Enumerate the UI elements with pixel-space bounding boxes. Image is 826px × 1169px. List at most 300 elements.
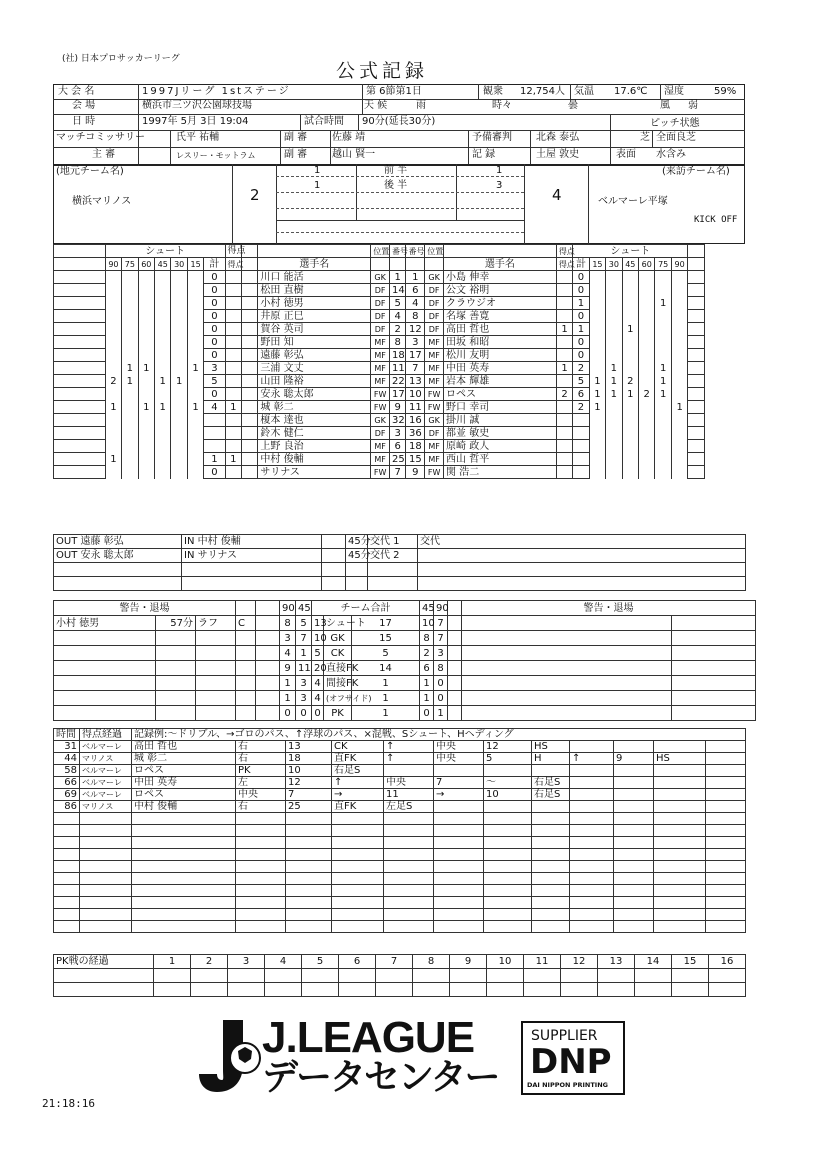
- home-player-pos: DF: [371, 323, 390, 336]
- sub-in: IN 中村 俊輔: [182, 535, 322, 549]
- blank: [236, 897, 286, 909]
- stats-col-header: 45: [296, 601, 312, 616]
- away-shot-total: 1: [573, 297, 589, 310]
- blank: [182, 563, 322, 577]
- home-player-pos: FW: [371, 388, 390, 401]
- goal-row: [54, 813, 746, 825]
- home-cautions-label: 警告・退場: [54, 601, 236, 616]
- home-shot-total: 0: [204, 271, 225, 284]
- goal-minute: 58: [54, 765, 80, 777]
- home-player-pos: DF: [371, 310, 390, 323]
- home-shot-cell: [155, 284, 171, 297]
- blank: [688, 427, 704, 440]
- goal-sequence-cell: [614, 765, 654, 777]
- stats-row: [54, 691, 756, 706]
- blank: [54, 646, 156, 661]
- goal-team: ベルマーレ: [80, 777, 132, 789]
- blank: [54, 849, 80, 861]
- away-shot-cell: [622, 271, 638, 284]
- away-shot-cell: 1: [622, 323, 638, 336]
- blank: [434, 849, 484, 861]
- blank: [688, 245, 704, 258]
- stats-row: [54, 631, 756, 646]
- goal-sequence-cell: 直FK: [332, 753, 384, 765]
- home-goals: [225, 310, 241, 323]
- away-goals: [556, 284, 572, 297]
- player-row: [54, 284, 745, 297]
- away-shot-cell: [622, 284, 638, 297]
- round: 第 6節第1日: [366, 86, 422, 97]
- home-shot-cell: [155, 323, 171, 336]
- total-header: 計: [573, 258, 589, 271]
- away-player-pos: MF: [425, 349, 444, 362]
- goal-scorer: 高田 哲也: [132, 741, 236, 753]
- away-shot-total: [573, 440, 589, 453]
- away-player-num: 18: [406, 440, 425, 453]
- home-shot-cell: [187, 297, 203, 310]
- blank: [524, 983, 561, 997]
- player-row: [54, 453, 745, 466]
- away-total-stat: 15: [352, 631, 420, 646]
- away-player-num: 15: [406, 453, 425, 466]
- home-goals: [225, 427, 241, 440]
- blank: [706, 777, 746, 789]
- blank: [54, 909, 80, 921]
- blank: [286, 813, 332, 825]
- goal-sequence-cell: 右足S: [532, 789, 570, 801]
- home-player-name: 城 彰二: [258, 401, 371, 414]
- away-shot-total: 5: [573, 375, 589, 388]
- weather-3: 曇: [568, 100, 578, 111]
- away-shot-cell: [622, 362, 638, 375]
- num-header: 番号: [390, 245, 406, 258]
- sub-minute: 45分: [346, 549, 368, 563]
- blank: [286, 837, 332, 849]
- goal-legend: 記録例:〜ドリブル、→ゴロのパス、↑浮球のパス、×混戦、Sシュート、Hヘディング: [132, 729, 746, 741]
- blank: [236, 849, 286, 861]
- goal-sequence-cell: PK: [236, 765, 286, 777]
- away-player-pos: MF: [425, 336, 444, 349]
- home-total-stat: 20: [312, 661, 324, 676]
- home-shot-cell: [171, 310, 187, 323]
- goal-team: マリノス: [80, 753, 132, 765]
- blank: [450, 969, 487, 983]
- blank: [450, 983, 487, 997]
- pk-column-header: 12: [561, 955, 598, 969]
- blank: [182, 577, 322, 591]
- blank: [154, 983, 191, 997]
- blank: [54, 323, 106, 336]
- player-row: [54, 375, 745, 388]
- away-player-num: 8: [406, 310, 425, 323]
- grid-line: [652, 130, 653, 147]
- goal-sequence-cell: [614, 741, 654, 753]
- home-2h-stat: 1: [280, 691, 296, 706]
- blank: [236, 661, 256, 676]
- home-shot-cell: [187, 453, 203, 466]
- away-shot-total: 0: [573, 310, 589, 323]
- away-player-name: 高田 哲也: [444, 323, 557, 336]
- away-player-num: 10: [406, 388, 425, 401]
- home-shot-total: 3: [204, 362, 225, 375]
- goal-minute: 66: [54, 777, 80, 789]
- away-shot-cell: [606, 349, 622, 362]
- humidity-label: 湿度: [664, 86, 684, 97]
- blank: [236, 885, 286, 897]
- blank: [448, 706, 462, 721]
- blank: [614, 873, 654, 885]
- goal-scorer: 中村 俊輔: [132, 801, 236, 813]
- commissioner-label: マッチコミッサリー: [56, 132, 145, 143]
- blank: [332, 837, 384, 849]
- home-shot-cell: 1: [122, 362, 138, 375]
- pk-column-header: 4: [265, 955, 302, 969]
- blank: [462, 676, 672, 691]
- goal-sequence-cell: 中央: [236, 789, 286, 801]
- away-shot-cell: [639, 310, 655, 323]
- home-2h-stat: 1: [280, 676, 296, 691]
- blank: [384, 837, 434, 849]
- pk-column-header: 15: [672, 955, 709, 969]
- away-shot-cell: 2: [639, 388, 655, 401]
- grid-line: [53, 130, 745, 131]
- away-shot-cell: [589, 466, 605, 479]
- away-shot-cell: [606, 414, 622, 427]
- away-shot-cell: [671, 453, 688, 466]
- goal-sequence-cell: →: [332, 789, 384, 801]
- away-shot-cell: [671, 427, 688, 440]
- away-shot-cell: [671, 375, 688, 388]
- blank: [688, 466, 704, 479]
- blank: [241, 349, 257, 362]
- goal-header: 得点: [225, 258, 241, 271]
- blank: [448, 676, 462, 691]
- home-shot-cell: [105, 310, 121, 323]
- player-row: [54, 466, 745, 479]
- goal-scorer: ロペス: [132, 765, 236, 777]
- away-2h-stat: 1: [434, 706, 448, 721]
- home-shot-cell: [187, 414, 203, 427]
- home-player-name: 賀谷 英司: [258, 323, 371, 336]
- blank: [54, 427, 106, 440]
- away-shot-cell: [639, 362, 655, 375]
- home-shot-cell: [138, 453, 154, 466]
- blank: [236, 813, 286, 825]
- blank: [54, 466, 106, 479]
- home-shot-cell: [105, 466, 121, 479]
- blank: [706, 765, 746, 777]
- substitutions-table: [53, 534, 745, 591]
- blank: [462, 706, 672, 721]
- minute-header: 75: [122, 258, 138, 271]
- blank: [654, 921, 706, 933]
- blank: [561, 969, 598, 983]
- home-shot-total: 4: [204, 401, 225, 414]
- away-shot-cell: [639, 336, 655, 349]
- goal-time-header: 時間: [54, 729, 80, 741]
- away-player-pos: MF: [425, 440, 444, 453]
- blank: [672, 616, 756, 631]
- home-player-name: 山田 隆裕: [258, 375, 371, 388]
- home-shot-cell: [171, 453, 187, 466]
- home-shot-cell: [122, 310, 138, 323]
- blank: [532, 873, 570, 885]
- blank: [434, 897, 484, 909]
- home-1h-stat: 5: [296, 616, 312, 631]
- away-shot-cell: [655, 284, 671, 297]
- away-shot-cell: [671, 362, 688, 375]
- blank: [709, 983, 746, 997]
- away-goals: [556, 427, 572, 440]
- pos-header: 位置: [371, 245, 390, 258]
- stats-row: [54, 661, 756, 676]
- blank: [654, 909, 706, 921]
- blank: [384, 909, 434, 921]
- goal-sequence-cell: HS: [654, 753, 706, 765]
- away-player-name: 松川 友明: [444, 349, 557, 362]
- away-goals: [556, 336, 572, 349]
- blank: [154, 969, 191, 983]
- blank: [54, 388, 106, 401]
- blank: [570, 897, 614, 909]
- pk-column-header: 2: [191, 955, 228, 969]
- away-team: ベルマーレ平塚: [598, 196, 668, 207]
- goal-sequence-cell: 右: [236, 741, 286, 753]
- home-shot-cell: [187, 310, 203, 323]
- asst-ref-1: 佐藤 靖: [332, 132, 366, 143]
- away-shot-total: [573, 414, 589, 427]
- goal-sequence-cell: [532, 801, 570, 813]
- away-shot-cell: [606, 466, 622, 479]
- home-goals: [225, 388, 241, 401]
- home-goals: [225, 323, 241, 336]
- caution-reason: ラフ: [196, 616, 236, 631]
- wind-label: 風: [660, 100, 670, 111]
- home-shot-total: [204, 440, 225, 453]
- goal-sequence-cell: 7: [286, 789, 332, 801]
- blank: [484, 873, 532, 885]
- goal-row: [54, 753, 746, 765]
- blank: [706, 885, 746, 897]
- away-shot-total: [573, 453, 589, 466]
- away-goals: [556, 401, 572, 414]
- blank: [236, 631, 256, 646]
- away-shot-cell: [589, 427, 605, 440]
- blank: [132, 921, 236, 933]
- away-shot-cell: [655, 310, 671, 323]
- away-player-pos: DF: [425, 284, 444, 297]
- player-row: [54, 323, 745, 336]
- goal-sequence-cell: [570, 801, 614, 813]
- home-shot-cell: 1: [187, 401, 203, 414]
- blank: [406, 258, 425, 271]
- blank: [672, 661, 756, 676]
- pk-label: PK戦の経過: [54, 955, 154, 969]
- substitution-row: [54, 549, 746, 563]
- home-goals: 1: [225, 453, 241, 466]
- goal-sequence-cell: 左足S: [384, 801, 434, 813]
- away-player-num: 13: [406, 375, 425, 388]
- home-shot-total: 0: [204, 323, 225, 336]
- blank: [332, 813, 384, 825]
- blank: [532, 837, 570, 849]
- goal-sequence-cell: 〜: [484, 777, 532, 789]
- players-header-row: [54, 258, 745, 271]
- away-shot-cell: [622, 336, 638, 349]
- away-total-stat: 17: [352, 616, 420, 631]
- away-2h-stat: 7: [434, 631, 448, 646]
- blank: [80, 885, 132, 897]
- blank: [434, 873, 484, 885]
- home-player-pos: MF: [371, 440, 390, 453]
- away-shot-cell: [655, 453, 671, 466]
- blank: [709, 969, 746, 983]
- away-1h-stat: 8: [420, 631, 434, 646]
- away-player-name: 名塚 善寛: [444, 310, 557, 323]
- blank: [241, 271, 257, 284]
- sub-in: IN サリナス: [182, 549, 322, 563]
- blank: [376, 969, 413, 983]
- home-shot-cell: [155, 336, 171, 349]
- blank: [241, 414, 257, 427]
- home-1h-stat: 7: [296, 631, 312, 646]
- away-shot-cell: 1: [655, 388, 671, 401]
- recorder: 土屋 敦史: [536, 149, 580, 160]
- goal-sequence-cell: [614, 801, 654, 813]
- blank: [434, 885, 484, 897]
- player-row: [54, 427, 745, 440]
- blank: [376, 983, 413, 997]
- stat-name: 間接FK: [324, 676, 352, 691]
- blank: [706, 837, 746, 849]
- referee-label: 主 審: [92, 149, 116, 160]
- away-shot-cell: [622, 414, 638, 427]
- away-2h-stat: 7: [434, 616, 448, 631]
- goal-scorer: 城 彰二: [132, 753, 236, 765]
- dnp-full-name: DAI NIPPON PRINTING: [527, 1081, 608, 1089]
- away-player-pos: GK: [425, 414, 444, 427]
- home-shot-cell: [155, 414, 171, 427]
- blank: [54, 969, 154, 983]
- blank: [434, 909, 484, 921]
- goal-sequence-cell: 中央: [384, 777, 434, 789]
- blank: [434, 861, 484, 873]
- blank: [256, 676, 280, 691]
- home-shot-cell: [187, 375, 203, 388]
- goal-sequence-cell: 18: [286, 753, 332, 765]
- away-2h-stat: 3: [434, 646, 448, 661]
- away-shot-cell: [639, 414, 655, 427]
- attendance-label: 観衆: [483, 86, 503, 97]
- away-shot-total: 2: [573, 362, 589, 375]
- away-goals: [556, 453, 572, 466]
- goal-row: [54, 861, 746, 873]
- blank: [532, 813, 570, 825]
- blank: [706, 861, 746, 873]
- goal-minute: 44: [54, 753, 80, 765]
- away-shot-cell: 1: [589, 388, 605, 401]
- home-shot-cell: [122, 427, 138, 440]
- home-player-num: 22: [390, 375, 406, 388]
- substitution-row: [54, 535, 746, 549]
- home-shot-cell: [171, 362, 187, 375]
- home-2h-stat: 9: [280, 661, 296, 676]
- blank: [706, 897, 746, 909]
- home-shot-cell: [138, 388, 154, 401]
- goal-process-header: 得点経過: [80, 729, 132, 741]
- goal-row: [54, 741, 746, 753]
- home-shot-cell: [122, 466, 138, 479]
- weather-label: 天 候: [364, 100, 388, 111]
- blank: [688, 336, 704, 349]
- away-player-pos: MF: [425, 362, 444, 375]
- blank: [258, 245, 371, 258]
- away-player-name: クラウジオ: [444, 297, 557, 310]
- blank: [332, 825, 384, 837]
- blank: [286, 909, 332, 921]
- home-shot-cell: [187, 349, 203, 362]
- home-shot-cell: [171, 323, 187, 336]
- away-player-num: 4: [406, 297, 425, 310]
- goal-sequence-cell: 12: [484, 741, 532, 753]
- blank: [688, 310, 704, 323]
- away-player-pos: DF: [425, 297, 444, 310]
- away-1h-stat: 10: [420, 616, 434, 631]
- name-header: 選手名: [258, 258, 371, 271]
- home-shot-total: 0: [204, 284, 225, 297]
- away-total-stat: 14: [352, 661, 420, 676]
- blank: [241, 466, 257, 479]
- goal-row: [54, 909, 746, 921]
- away-1h: 1: [496, 165, 503, 176]
- pk-column-header: 16: [709, 955, 746, 969]
- blank: [706, 813, 746, 825]
- goal-sequence-cell: ↑: [384, 741, 434, 753]
- home-1h-stat: 3: [296, 691, 312, 706]
- num-header: 番号: [406, 245, 425, 258]
- blank: [654, 873, 706, 885]
- away-player-pos: MF: [425, 375, 444, 388]
- blank: [236, 706, 256, 721]
- blank: [80, 873, 132, 885]
- blank: [614, 909, 654, 921]
- blank: [256, 706, 280, 721]
- home-shot-cell: [138, 297, 154, 310]
- home-shot-cell: [122, 388, 138, 401]
- away-shot-cell: [589, 362, 605, 375]
- away-shot-cell: [655, 440, 671, 453]
- blank: [688, 349, 704, 362]
- sub-label: 交代 2: [368, 549, 418, 563]
- date-label: 日 時: [72, 116, 96, 127]
- home-shot-cell: [155, 310, 171, 323]
- blank: [286, 873, 332, 885]
- blank: [448, 616, 462, 631]
- away-shot-cell: [671, 310, 688, 323]
- home-shot-cell: [138, 414, 154, 427]
- home-player-pos: GK: [371, 414, 390, 427]
- grid-line: [53, 147, 745, 148]
- page-title: 公式記録: [336, 60, 429, 82]
- home-team: 横浜マリノス: [72, 196, 132, 207]
- blank: [614, 825, 654, 837]
- away-2h-stat: 0: [434, 676, 448, 691]
- home-1h: 1: [314, 165, 321, 176]
- blank: [241, 336, 257, 349]
- away-player-num: 7: [406, 362, 425, 375]
- away-player-name: 田坂 和昭: [444, 336, 557, 349]
- blank: [54, 271, 106, 284]
